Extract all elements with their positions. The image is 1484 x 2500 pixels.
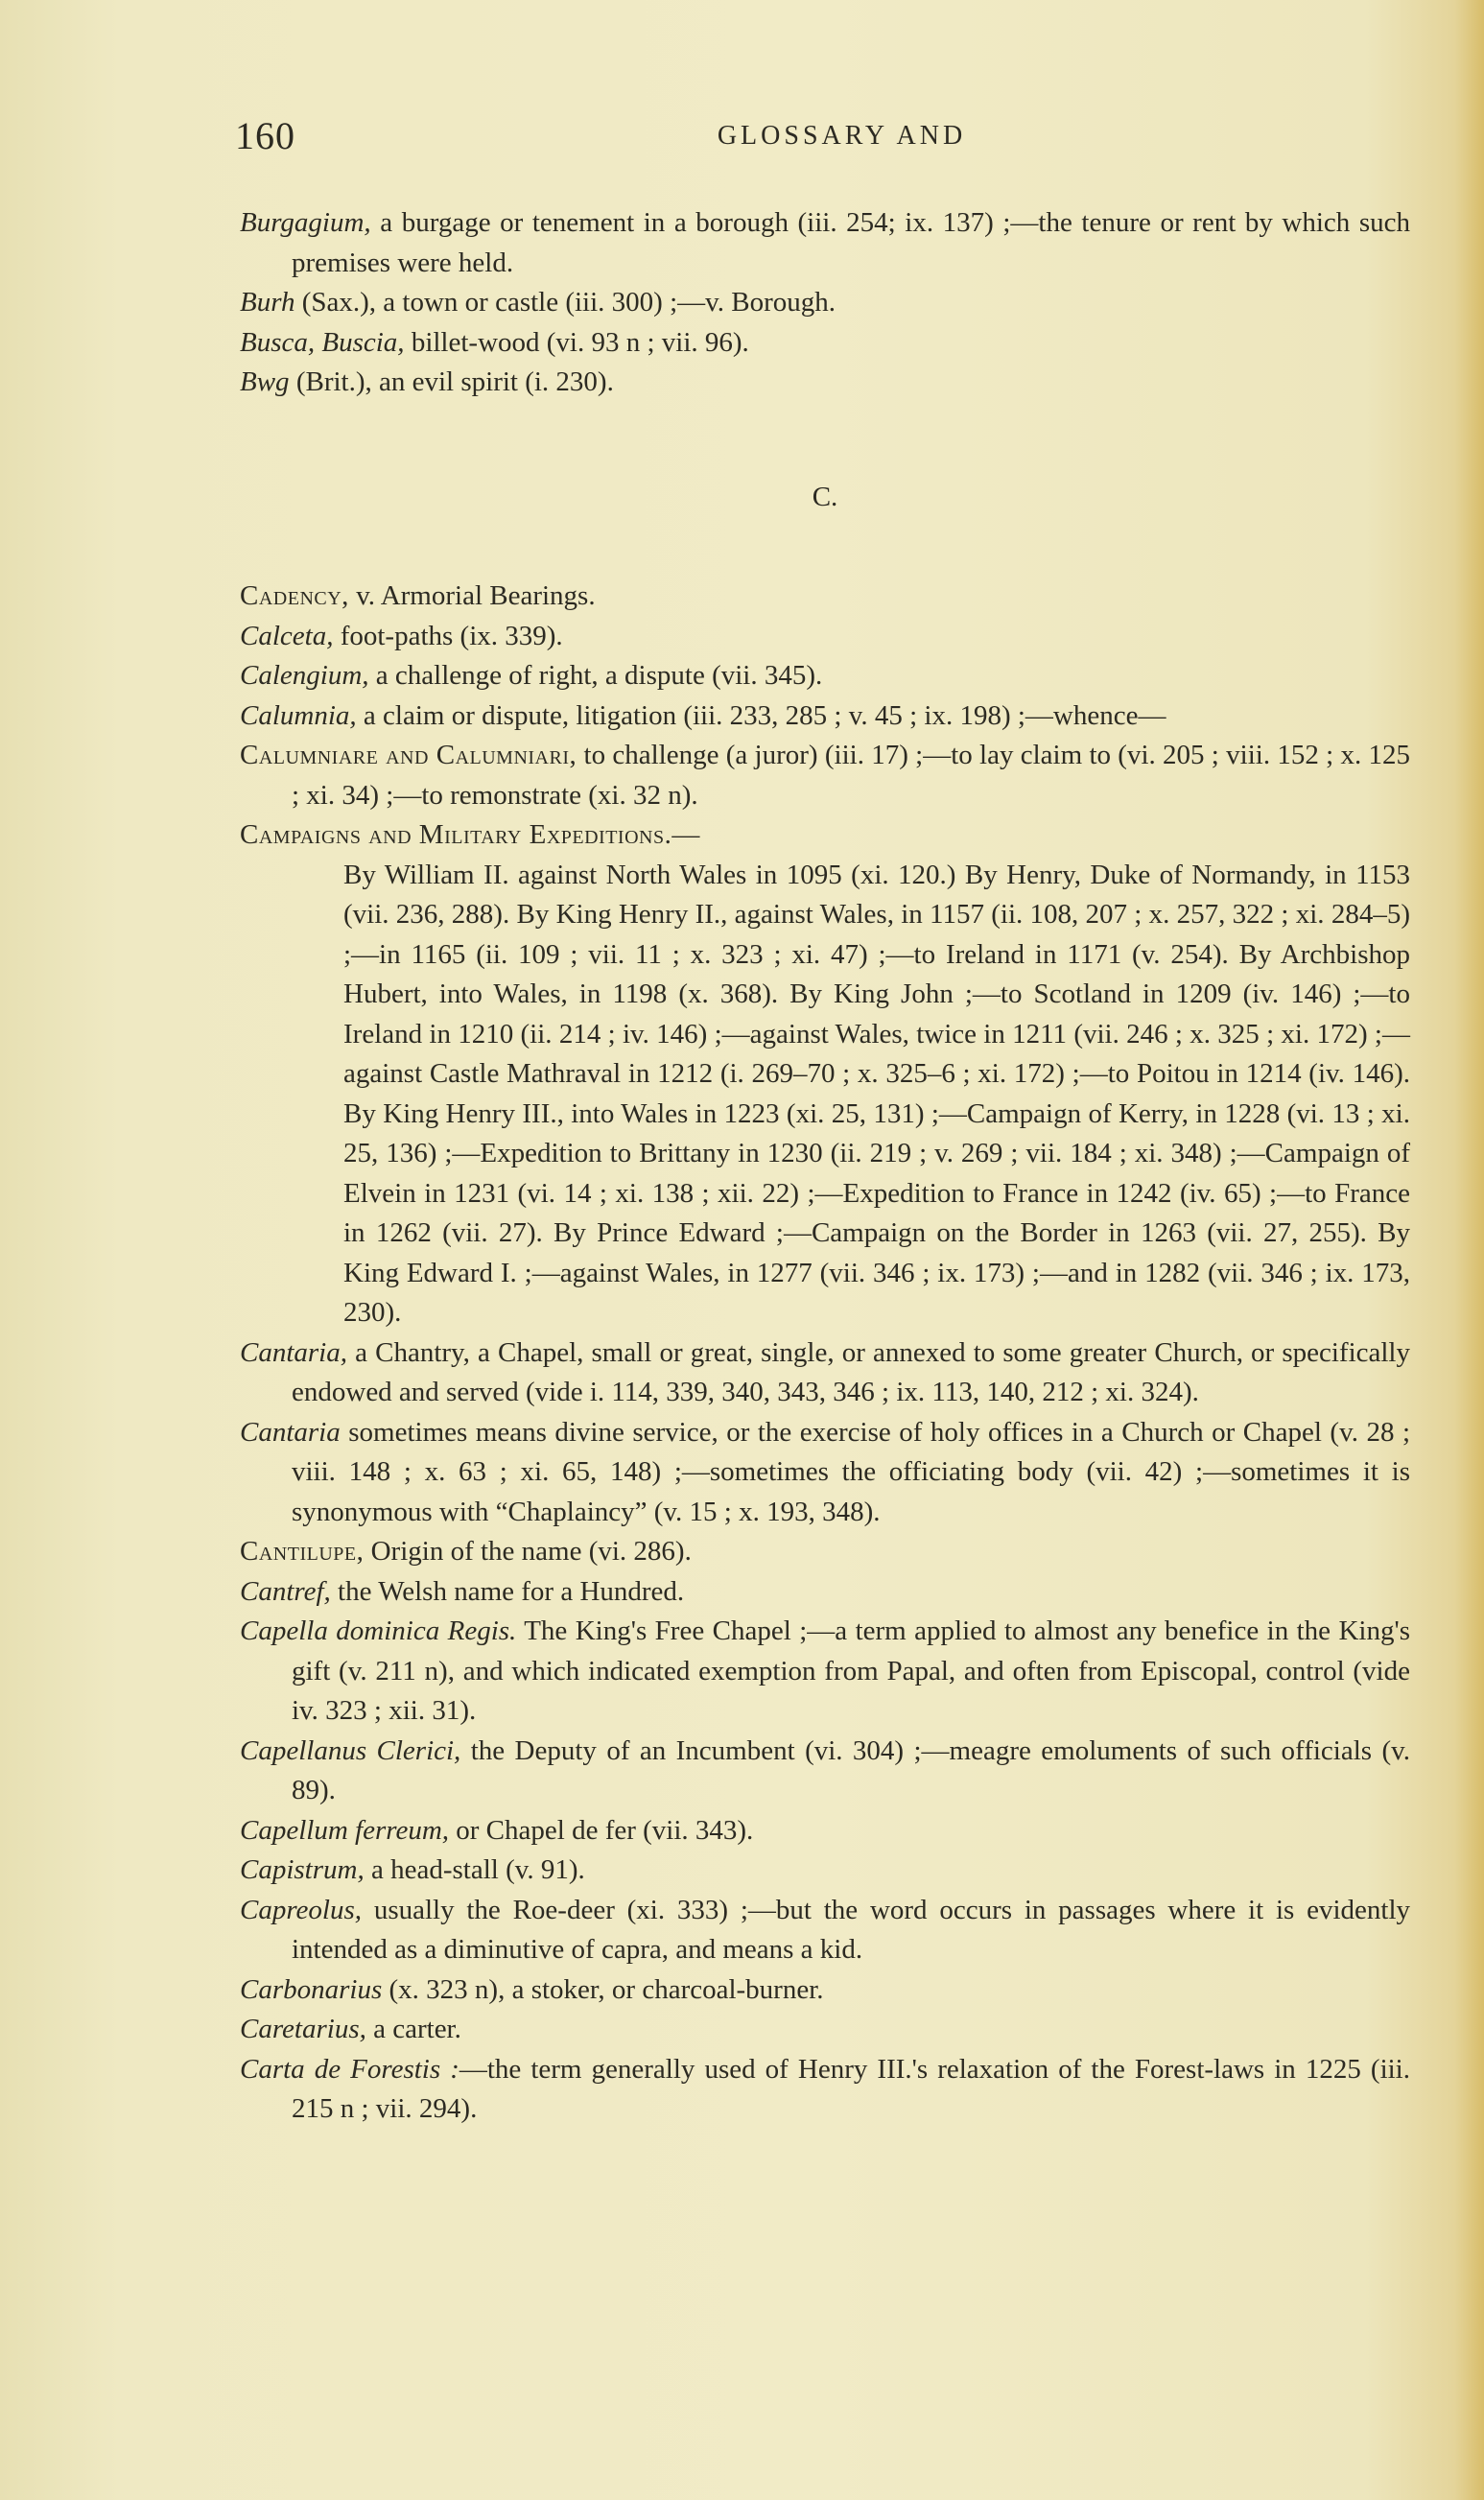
- entry-definition: —the term generally used of Henry III.'s relaxation of the Forest-laws in 1225 (iii. 215 n ; vii. 294).: [292, 2053, 1410, 2124]
- entry-headword: Campaigns and Military Expeditions.—: [240, 819, 700, 850]
- entry-definition: (x. 323 n), a stoker, or charcoal-burner.: [382, 1973, 824, 2005]
- section-letter: C.: [812, 481, 838, 512]
- entry-headword: Cantaria,: [240, 1336, 347, 1368]
- entry-headword: Capellum ferreum,: [240, 1814, 450, 1846]
- entry-definition: to challenge (a juror) (iii. 17) ;—to lay claim to (vi. 205 ; viii. 152 ; x. 125 ; xi. 34) ;—to remonstrate (xi. 32 n).: [292, 740, 1410, 811]
- page-number: 160: [235, 114, 295, 157]
- entry-definition: a carter.: [365, 2014, 461, 2044]
- glossary-entry: [240, 2010, 1410, 2050]
- entry-definition: a burgage or tenement in a borough (iii. 254; ix. 137) ;—the tenure or rent by which such premises were held.: [292, 207, 1410, 278]
- entry-definition: (Brit.), an evil spirit (i. 230).: [289, 366, 614, 397]
- entry-definition: foot-paths (ix. 339).: [333, 620, 563, 651]
- entry-headword: Calceta,: [240, 620, 334, 651]
- entry-headword: Bwg: [240, 366, 290, 397]
- entry-headword: Calumniare and Calumniari,: [240, 740, 577, 770]
- glossary-body: [240, 203, 1410, 2130]
- glossary-entry: [240, 203, 1410, 283]
- entry-headword: Burh: [240, 287, 295, 318]
- entry-definition: sometimes means divine service, or the exercise of holy offices in a Church or Chapel (v. 28 ; viii. 148 ; x. 63 ; xi. 65, 148) ;—sometimes the officiating body (vii. 42) ;—sometimes it is synonymous with “Chaplaincy” (v. 15 ; x. 193, 348).: [292, 1416, 1410, 1527]
- glossary-entry: [240, 283, 1410, 323]
- glossary-entry: [240, 696, 1410, 737]
- entry-definition: usually the Roe-deer (xi. 333) ;—but the word occurs in passages where it is evidently intended as a diminutive of capra, and means a kid.: [292, 1894, 1410, 1965]
- entry-headword: Calengium,: [240, 660, 369, 691]
- entry-definition: a head-stall (v. 91).: [364, 1854, 585, 1885]
- entry-definition: the Deputy of an Incumbent (vi. 304) ;—meagre emoluments of such officials (v. 89).: [292, 1734, 1410, 1805]
- entry-headword: Caretarius,: [240, 2014, 366, 2044]
- entry-headword: Carta de Forestis :: [240, 2053, 459, 2085]
- glossary-entry: [240, 363, 1410, 403]
- entry-headword: Capreolus,: [240, 1894, 363, 1925]
- entry-headword: Capellanus Clerici,: [240, 1734, 461, 1766]
- glossary-entry: [240, 1413, 1410, 1533]
- entry-definition: or Chapel de fer (vii. 343).: [449, 1814, 754, 1846]
- glossary-entry: [240, 1732, 1410, 1811]
- entry-headword: Busca, Buscia,: [240, 326, 405, 358]
- glossary-entry: [240, 1970, 1410, 2011]
- glossary-entry: [240, 1811, 1410, 1851]
- campaigns-list: [343, 856, 1410, 1333]
- entry-headword: Capella dominica Regis.: [240, 1616, 517, 1646]
- glossary-entry: [240, 1612, 1410, 1732]
- entry-definition: v. Armorial Bearings.: [348, 580, 596, 611]
- glossary-entry: [240, 1532, 1410, 1572]
- glossary-entry: [240, 736, 1410, 815]
- entry-headword: Capistrum,: [240, 1854, 365, 1885]
- glossary-entry: [240, 1572, 1410, 1613]
- entry-definition: a claim or dispute, litigation (iii. 233, 285 ; v. 45 ; ix. 198) ;—whence—: [356, 699, 1166, 731]
- entry-definition: By William II. against North Wales in 1095 (xi. 120.) By Henry, Duke of Normandy, in 1153 (vii. 236, 288). By King Henry II., against Wales, in 1157 (ii. 108, 207 ; x. 257, 322 ; xi. 284–5) ;—in 1165 (ii. 109 ; vii. 11 ; x. 323 ; xi. 47) ;—to Ireland in 1171 (v. 254). By Archbishop Hubert, into Wales, in 1198 (x. 368). By King John ;—to Scotland in 1209 (iv. 146) ;—to Ireland in 1210 (ii. 214 ; iv. 146) ;—against Wales, twice in 1211 (vii. 246 ; x. 325 ; xi. 172) ;—against Castle Mathraval in 1212 (i. 269–70 ; x. 325–6 ; xi. 172) ;—to Poitou in 1214 (iv. 146). By King Henry III., into Wales in 1223 (xi. 25, 131) ;—Campaign of Kerry, in 1228 (vi. 13 ; xi. 25, 136) ;—Expedition to Brittany in 1230 (ii. 219 ; v. 269 ; vii. 184 ; xi. 348) ;—Campaign of Elvein in 1231 (vi. 14 ; xi. 138 ; xii. 22) ;—Expedition to France in 1242 (iv. 65) ;—to France in 1262 (vii. 27). By Prince Edward ;—Campaign on the Border in 1263 (vii. 27, 255). By King Edward I. ;—against Wales, in 1277 (vii. 346 ; ix. 173) ;—and in 1282 (vii. 346 ; ix. 173, 230).: [343, 859, 1410, 1328]
- entry-definition: The King's Free Chapel ;—a term applied to almost any benefice in the King's gift (v. 211 n), and which indicated exemption from Papal, and often from Episcopal, control (vide iv. 323 ; xii. 31).: [292, 1616, 1410, 1726]
- entry-headword: Calumnia,: [240, 699, 357, 731]
- entry-definition: (Sax.), a town or castle (iii. 300) ;—v. Borough.: [294, 287, 836, 318]
- glossary-entry: [240, 577, 1410, 617]
- glossary-entry: [240, 656, 1410, 696]
- entry-definition: the Welsh name for a Hundred.: [330, 1575, 685, 1607]
- glossary-entry: [240, 617, 1410, 657]
- entry-headword: Cantilupe,: [240, 1536, 365, 1567]
- glossary-entry: [240, 1333, 1410, 1413]
- entry-definition: Origin of the name (vi. 286).: [364, 1536, 692, 1567]
- entry-headword: Cantaria: [240, 1416, 341, 1448]
- entry-definition: a challenge of right, a dispute (vii. 345).: [368, 660, 823, 691]
- entry-headword: Cantref,: [240, 1575, 331, 1607]
- glossary-entry: [240, 1891, 1410, 1970]
- entry-definition: a Chantry, a Chapel, small or great, single, or annexed to some greater Church, or specifically endowed and served (vide i. 114, 339, 340, 343, 346 ; ix. 113, 140, 212 ; xi. 324).: [292, 1336, 1410, 1407]
- entry-headword: Cadency,: [240, 580, 349, 611]
- page-header: [235, 113, 1410, 171]
- glossary-entry: [240, 1851, 1410, 1891]
- entry-headword: Burgagium,: [240, 207, 371, 238]
- glossary-entry: [240, 815, 1410, 856]
- entry-definition: billet-wood (vi. 93 n ; vii. 96).: [404, 326, 749, 358]
- entry-headword: Carbonarius: [240, 1973, 383, 2005]
- glossary-entry: [240, 2050, 1410, 2130]
- running-title: GLOSSARY AND: [717, 121, 967, 151]
- glossary-entry: [240, 323, 1410, 364]
